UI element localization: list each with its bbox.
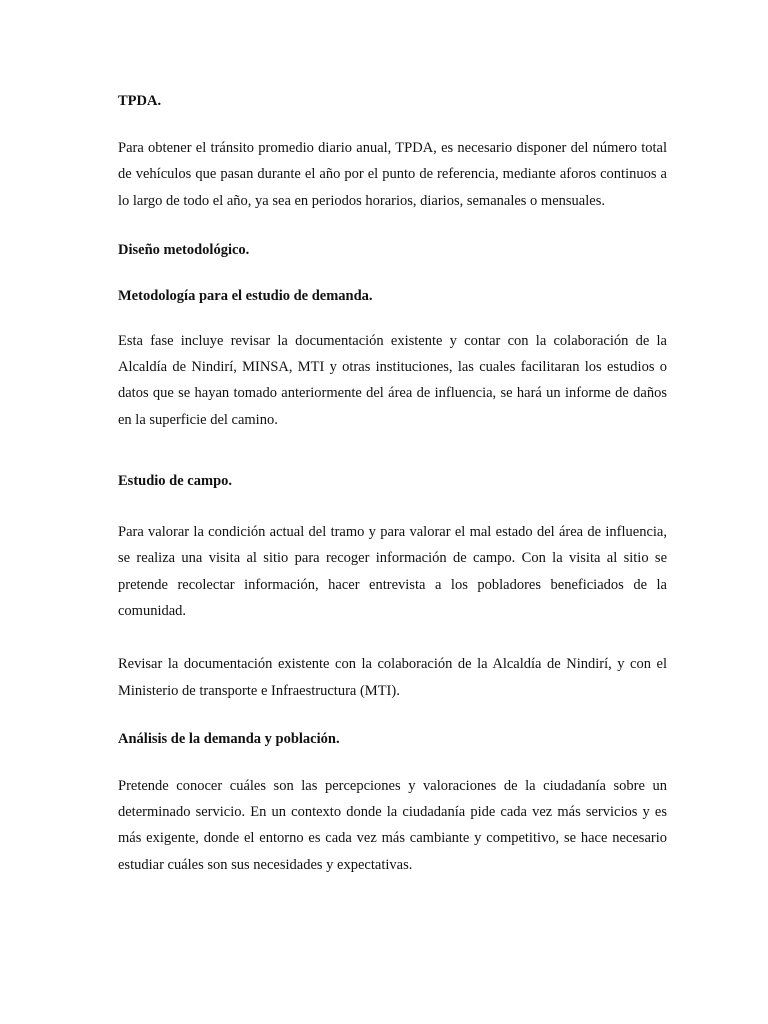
paragraph-analisis-demanda: Pretende conocer cuáles son las percepciones y valoraciones de la ciudadanía sobre un determinado servicio. En un contexto donde la ciudadanía pide cada vez más servicios y es más exigente, donde el entorno es cada vez más cambiante y competitivo, se hace necesario estudiar cuáles son sus necesidades y expectativas.: [118, 777, 667, 873]
document-body: [118, 93, 667, 878]
heading-tpda: TPDA.: [118, 93, 162, 109]
paragraph-tpda: Para obtener el tránsito promedio diario anual, TPDA, es necesario disponer del número total de vehículos que pasan durante el año por el punto de referencia, mediante aforos continuos a lo largo de todo el año, ya sea en periodos horarios, diarios, semanales o mensuales.: [118, 140, 667, 209]
paragraph-revisar-documentacion: Revisar la documentación existente con la colaboración de la Alcaldía de Nindirí, y con el Ministerio de transporte e Infraestructura (MTI).: [118, 656, 667, 699]
heading-estudio-campo: Estudio de campo.: [118, 473, 233, 490]
heading-diseno-metodologico: Diseño metodológico.: [118, 241, 250, 258]
paragraph-estudio-campo: Para valorar la condición actual del tramo y para valorar el mal estado del área de influencia, se realiza una visita al sitio para recoger información de campo. Con la visita al sitio se pretende recolectar información, hacer entrevista a los pobladores beneficiados de la comunidad.: [118, 524, 667, 619]
heading-metodologia-demanda: Metodología para el estudio de demanda.: [118, 287, 373, 304]
heading-analisis-demanda: Análisis de la demanda y población.: [118, 730, 340, 747]
paragraph-metodologia: Esta fase incluye revisar la documentación existente y contar con la colaboración de la Alcaldía de Nindirí, MINSA, MTI y otras instituciones, las cuales facilitaran los estudios o datos que se hayan tomado anteriormente del área de influencia, se hará un informe de daños en la superficie del camino.: [118, 332, 667, 428]
